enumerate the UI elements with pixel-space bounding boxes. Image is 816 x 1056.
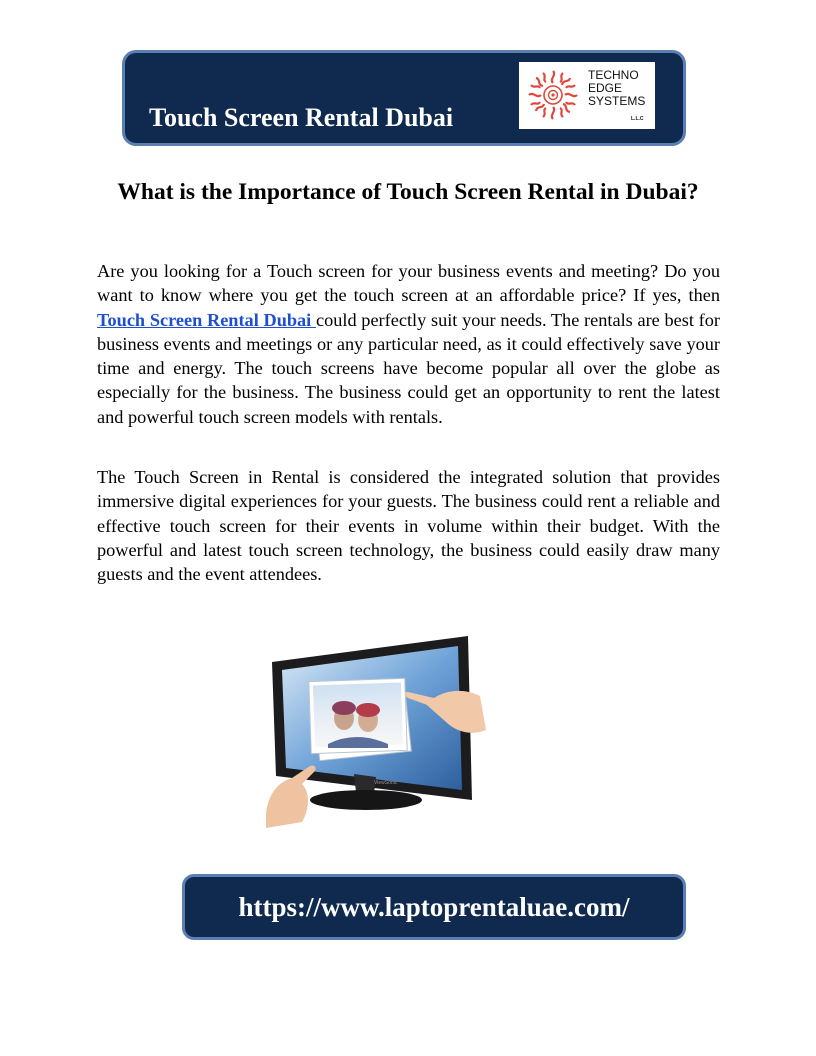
website-url[interactable]: https://www.laptoprentaluae.com/: [238, 891, 630, 922]
header-title: Touch Screen Rental Dubai: [149, 103, 454, 132]
header-banner: [122, 50, 686, 146]
footer-banner: [182, 874, 686, 940]
touch-screen-monitor-illustration: [258, 632, 488, 832]
logo-wordmark: TECHNO EDGE SYSTEMS: [588, 68, 646, 108]
paragraph-1-text-start: Are you looking for a Touch screen for your business events and meeting? Do you want to know where you get the touch screen at an affordable price? If yes, then: [97, 261, 720, 306]
article-heading: What is the Importance of Touch Screen Rental in Dubai?: [117, 179, 699, 205]
logo-llc-label: L.L.C: [631, 116, 644, 122]
techno-edge-logo-icon: [525, 67, 581, 123]
article-paragraph-2: The Touch Screen in Rental is considered the integrated solution that provides immersive digital experiences for your guests. The business could rent a reliable and effective touch screen for their events in volume within their budget. With the powerful and latest touch screen technology, the business could easily draw many guests and the event attendees.: [97, 467, 720, 585]
company-logo: [519, 62, 655, 129]
monitor-brand-label: ViewSonic: [374, 780, 398, 786]
touch-screen-rental-link[interactable]: Touch Screen Rental Dubai: [97, 309, 316, 330]
paragraph-1-text-end: could perfectly suit your needs. The rentals are best for business events and meetings or any particular need, as it could effectively save your time and energy. The touch screens have become popular all over the globe as especially for the business. The business could get an opportunity to rent the latest and powerful touch screen models with rentals.: [97, 309, 720, 427]
article-paragraph-1: [97, 259, 720, 429]
